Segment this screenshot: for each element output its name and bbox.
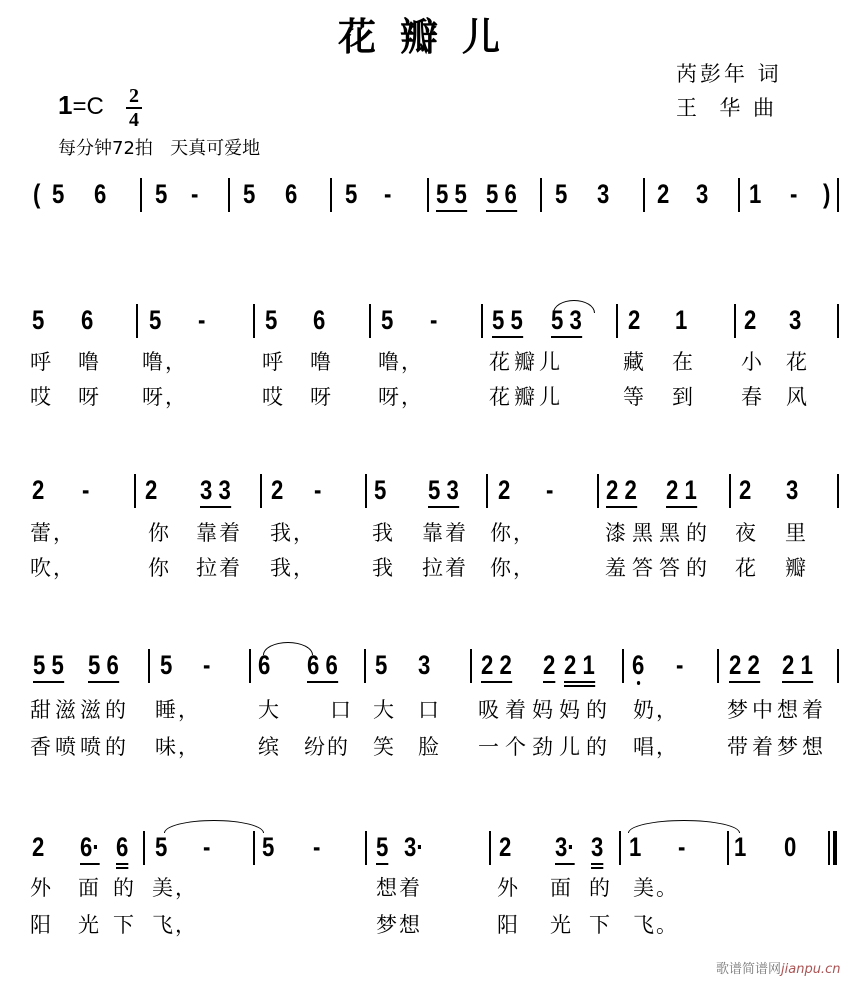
- lyric-word: 拉着: [196, 556, 242, 580]
- lyric-word: 蕾，: [30, 521, 76, 545]
- note: 2: [628, 305, 641, 335]
- note: 5: [52, 179, 65, 209]
- note: 6: [632, 650, 645, 680]
- barline: [330, 178, 332, 212]
- lyric-word: 花: [786, 350, 809, 374]
- lyric-word: 口: [418, 698, 441, 722]
- final-barline: [833, 831, 837, 865]
- lyric-word: 我，: [270, 521, 316, 545]
- note: 2: [271, 475, 284, 505]
- lyric-word: 你: [148, 521, 171, 545]
- lyric-word: 飞，: [152, 913, 198, 937]
- note: 6: [94, 179, 107, 209]
- note: 2 1: [564, 650, 595, 680]
- barline: [837, 474, 839, 508]
- lyric-word: 口: [330, 698, 353, 722]
- lyric-word: 纷的: [304, 735, 350, 759]
- lyric-word: 缤: [258, 735, 281, 759]
- note: 2: [543, 650, 556, 680]
- lyric-word: 拉着: [422, 556, 468, 580]
- lyric-word: 脸: [418, 735, 441, 759]
- lyric-word: 光: [550, 913, 573, 937]
- lyric-word: 大: [258, 698, 281, 722]
- lyric-word: 哎: [262, 385, 285, 409]
- lyric-word: 呀: [310, 385, 333, 409]
- lyric-word: 吸着妈妈的: [478, 698, 613, 722]
- barline: [427, 178, 429, 212]
- lyric-word: 小: [741, 350, 764, 374]
- barline: [837, 304, 839, 338]
- composer-credit: 王 华 曲: [676, 96, 778, 120]
- note: 6·: [80, 832, 100, 862]
- note: 1: [734, 832, 747, 862]
- lyric-word: 阳: [30, 913, 53, 937]
- tie-slur: [628, 820, 740, 833]
- lyric-word: 吹，: [30, 556, 76, 580]
- lyric-word: 甜滋滋的: [30, 698, 130, 722]
- lyric-word: 到: [672, 385, 695, 409]
- song-title: 花瓣儿: [337, 14, 524, 59]
- note: 2: [498, 475, 511, 505]
- watermark-url: jianpu.cn: [781, 962, 841, 977]
- note: 5 6: [88, 650, 119, 680]
- note: 2: [32, 832, 45, 862]
- tempo-marking: 每分钟72拍 天真可爱地: [58, 138, 261, 159]
- note: 2 1: [782, 650, 813, 680]
- lyric-word: 味，: [155, 735, 201, 759]
- note: 3: [696, 179, 709, 209]
- barline: [619, 831, 621, 865]
- note: 5: [155, 832, 168, 862]
- note: 5: [160, 650, 173, 680]
- lyric-word: 瓣: [785, 556, 808, 580]
- barline: [253, 304, 255, 338]
- barline: [260, 474, 262, 508]
- note: 2: [499, 832, 512, 862]
- dash-note: -: [82, 475, 90, 505]
- barline: [249, 649, 251, 683]
- lyric-word: 你: [148, 556, 171, 580]
- barline: [828, 831, 830, 865]
- lyric-word: 唱，: [633, 735, 679, 759]
- lyric-word: 你，: [490, 521, 536, 545]
- barline: [143, 831, 145, 865]
- note: 5: [381, 305, 394, 335]
- note: 5: [555, 179, 568, 209]
- dash-note: -: [430, 305, 438, 335]
- lyric-word: 香喷喷的: [30, 735, 130, 759]
- note: 6: [313, 305, 326, 335]
- barline: [364, 649, 366, 683]
- lyric-word: 面: [78, 876, 101, 900]
- lyric-word: 笑: [373, 735, 396, 759]
- watermark-cn: 歌谱简谱网: [716, 962, 782, 977]
- note: 5: [375, 650, 388, 680]
- lyric-word: 面: [550, 876, 573, 900]
- note: 1: [675, 305, 688, 335]
- dash-note: -: [313, 832, 321, 862]
- lyric-word: 美。: [633, 876, 679, 900]
- barline: [365, 831, 367, 865]
- lyric-word: 噜，: [378, 350, 424, 374]
- lyric-word: 睡，: [155, 698, 201, 722]
- lyric-word: 哎: [30, 385, 53, 409]
- barline: [486, 474, 488, 508]
- note: 5 6: [486, 179, 517, 209]
- barline: [134, 474, 136, 508]
- lyric-word: 靠着: [196, 521, 242, 545]
- dash-note: -: [384, 179, 392, 209]
- lyric-word: 梦想: [376, 913, 422, 937]
- lyric-word: 呀，: [378, 385, 424, 409]
- note: 2: [657, 179, 670, 209]
- lyric-word: 藏: [623, 350, 646, 374]
- dash-note: -: [203, 650, 211, 680]
- note: 2: [145, 475, 158, 505]
- lyric-word: 外: [30, 876, 53, 900]
- barline: [369, 304, 371, 338]
- barline: [837, 178, 839, 212]
- note: 1: [629, 832, 642, 862]
- time-signature: [126, 86, 142, 130]
- note: 3: [418, 650, 431, 680]
- barline: [481, 304, 483, 338]
- note: 2 2: [481, 650, 512, 680]
- barline: [717, 649, 719, 683]
- barline: [734, 304, 736, 338]
- lyric-word: 我: [372, 556, 395, 580]
- dash-note: -: [314, 475, 322, 505]
- lyric-word: 漆黑黑的: [605, 521, 713, 545]
- lyric-word: 呼: [30, 350, 53, 374]
- barline: [253, 831, 255, 865]
- note: 3·: [555, 832, 575, 862]
- barline: [622, 649, 624, 683]
- lyric-word: 羞答答的: [605, 556, 713, 580]
- time-bottom: 4: [129, 109, 139, 131]
- barline: [616, 304, 618, 338]
- note: 0: [784, 832, 797, 862]
- lyric-word: 花瓣儿: [489, 350, 564, 374]
- note: 5 3: [428, 475, 459, 505]
- note: ): [823, 179, 831, 209]
- lyric-word: 等: [623, 385, 646, 409]
- key-equals: =C: [72, 93, 104, 120]
- barline: [540, 178, 542, 212]
- time-top: 2: [129, 85, 139, 107]
- lyricist-credit: 芮彭年 词: [676, 62, 782, 86]
- lyric-word: 呀: [78, 385, 101, 409]
- watermark: [716, 958, 840, 977]
- note: 3·: [404, 832, 424, 862]
- barline: [837, 649, 839, 683]
- lyric-word: 噜，: [142, 350, 188, 374]
- lyric-word: 靠着: [422, 521, 468, 545]
- tie-slur: [263, 642, 313, 655]
- note: 2 2: [606, 475, 637, 505]
- key-signature: [58, 90, 104, 121]
- note: 5 5: [33, 650, 64, 680]
- note: (: [33, 179, 41, 209]
- note: 2: [739, 475, 752, 505]
- dash-note: -: [203, 832, 211, 862]
- note: 5: [262, 832, 275, 862]
- note: 6: [258, 650, 271, 680]
- note: 5 3: [551, 305, 582, 335]
- note: 3: [591, 832, 604, 862]
- lyric-word: 一个劲儿的: [478, 735, 613, 759]
- lyric-word: 阳: [497, 913, 520, 937]
- lyric-word: 春: [741, 385, 764, 409]
- note: 3: [786, 475, 799, 505]
- note: 3: [789, 305, 802, 335]
- lyric-word: 奶，: [633, 698, 679, 722]
- note: 2 1: [666, 475, 697, 505]
- note: 2: [744, 305, 757, 335]
- barline: [729, 474, 731, 508]
- lyric-word: 梦中想着: [727, 698, 827, 722]
- dash-note: -: [676, 650, 684, 680]
- key-tonic: 1: [58, 90, 73, 120]
- lyric-word: 的: [113, 876, 136, 900]
- dash-note: -: [191, 179, 199, 209]
- lyric-word: 大: [373, 698, 396, 722]
- lyric-word: 风: [786, 385, 809, 409]
- barline: [136, 304, 138, 338]
- note: 2 2: [729, 650, 760, 680]
- lyric-word: 你，: [490, 556, 536, 580]
- note: 6 6: [307, 650, 338, 680]
- dash-note: -: [790, 179, 798, 209]
- note: 5: [149, 305, 162, 335]
- lyric-word: 在: [672, 350, 695, 374]
- note: 3 3: [200, 475, 231, 505]
- barline: [148, 649, 150, 683]
- note: 5 5: [436, 179, 467, 209]
- barline: [228, 178, 230, 212]
- barline: [470, 649, 472, 683]
- lyric-word: 外: [497, 876, 520, 900]
- barline: [140, 178, 142, 212]
- lyric-word: 我: [372, 521, 395, 545]
- lyric-word: 里: [785, 521, 808, 545]
- lyric-word: 花: [735, 556, 758, 580]
- note: 6: [116, 832, 129, 862]
- note: 1: [749, 179, 762, 209]
- barline: [643, 178, 645, 212]
- lyric-word: 花瓣儿: [489, 385, 564, 409]
- note: 5: [265, 305, 278, 335]
- lyric-word: 的: [589, 876, 612, 900]
- note: 6: [81, 305, 94, 335]
- barline: [489, 831, 491, 865]
- lyric-word: 美，: [152, 876, 198, 900]
- lyric-word: 呼: [262, 350, 285, 374]
- lyric-word: 想着: [376, 876, 422, 900]
- note: 2: [32, 475, 45, 505]
- note: 3: [597, 179, 610, 209]
- dash-note: -: [546, 475, 554, 505]
- barline: [727, 831, 729, 865]
- lyric-word: 夜: [735, 521, 758, 545]
- lyric-word: 光: [78, 913, 101, 937]
- lyric-word: 噜: [78, 350, 101, 374]
- tie-slur: [553, 300, 595, 313]
- lyric-word: 我，: [270, 556, 316, 580]
- lyric-word: 带着梦想: [727, 735, 827, 759]
- dash-note: -: [678, 832, 686, 862]
- note: 5: [32, 305, 45, 335]
- note: 5 5: [492, 305, 523, 335]
- barline: [365, 474, 367, 508]
- lyric-word: 噜: [310, 350, 333, 374]
- lyric-word: 呀，: [142, 385, 188, 409]
- note: 5: [243, 179, 256, 209]
- dash-note: -: [198, 305, 206, 335]
- note: 5: [345, 179, 358, 209]
- tie-slur: [164, 820, 264, 833]
- lyric-word: 飞。: [633, 913, 679, 937]
- note: 5: [376, 832, 389, 862]
- note: 6: [285, 179, 298, 209]
- lyric-word: 下: [113, 913, 136, 937]
- note: 5: [374, 475, 387, 505]
- barline: [597, 474, 599, 508]
- note: 5: [155, 179, 168, 209]
- barline: [738, 178, 740, 212]
- lyric-word: 下: [589, 913, 612, 937]
